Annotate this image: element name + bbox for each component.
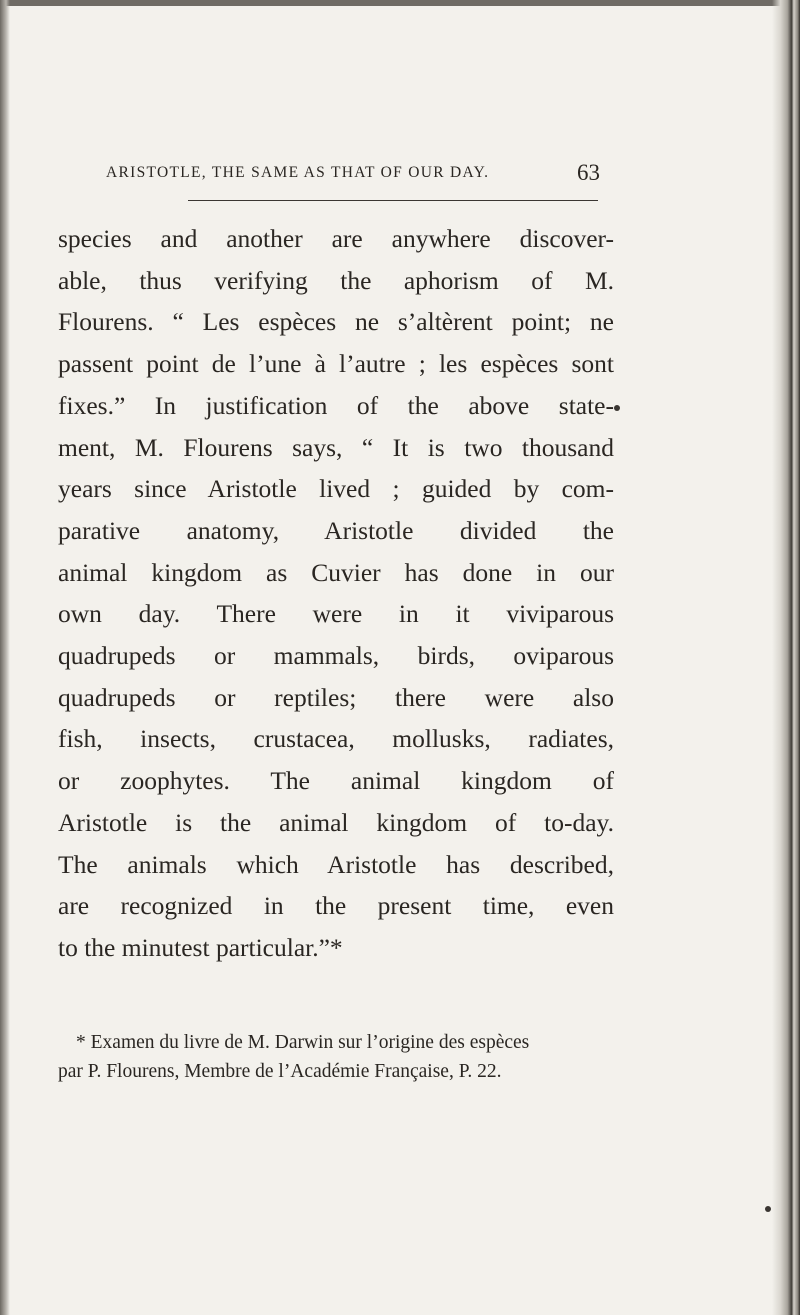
ink-speck — [614, 405, 620, 411]
page-top-edge — [0, 0, 800, 6]
body-line: quadrupeds or mammals, birds, oviparous — [58, 641, 614, 671]
running-head: ARISTOTLE, THE SAME AS THAT OF OUR DAY. — [106, 164, 490, 181]
body-line: years since Aristotle lived ; guided by com- — [58, 474, 614, 504]
body-line: The animals which Aristotle has described, — [58, 849, 614, 879]
footnote-line: par P. Flourens, Membre de l’Académie Française, P. 22. — [58, 1061, 502, 1082]
ink-speck — [765, 1206, 771, 1212]
body-line: able, thus verifying the aphorism of M. — [58, 265, 614, 295]
body-line: or zoophytes. The animal kingdom of — [58, 766, 614, 796]
body-line: ment, M. Flourens says, “ It is two thousand — [58, 432, 614, 462]
page-number: 63 — [577, 160, 600, 185]
body-line: Aristotle is the animal kingdom of to-day. — [58, 807, 614, 837]
body-line: quadrupeds or reptiles; there were also — [58, 682, 614, 712]
footnote — [58, 1028, 614, 1086]
body-line: fixes.” In justification of the above state- — [58, 390, 614, 420]
footnote-line: * Examen du livre de M. Darwin sur l’origine des espèces — [76, 1032, 530, 1053]
body-text — [58, 218, 614, 969]
body-line: are recognized in the present time, even — [58, 891, 614, 921]
body-line: species and another are anywhere discover- — [58, 224, 614, 253]
body-line: fish, insects, crustacea, mollusks, radiates, — [58, 724, 614, 754]
page-header — [106, 162, 600, 192]
body-line: Flourens. “ Les espèces ne s’altèrent point; ne — [58, 307, 614, 337]
body-line: passent point de l’une à l’autre ; les espèces sont — [58, 349, 614, 379]
body-line: parative anatomy, Aristotle divided the — [58, 515, 614, 545]
body-line: to the minutest particular.”* — [58, 932, 343, 962]
body-line: animal kingdom as Cuvier has done in our — [58, 557, 614, 587]
page-right-edge — [772, 0, 800, 1315]
body-line: own day. There were in it viviparous — [58, 599, 614, 629]
header-rule — [188, 200, 598, 201]
page-left-shadow — [0, 0, 10, 1315]
